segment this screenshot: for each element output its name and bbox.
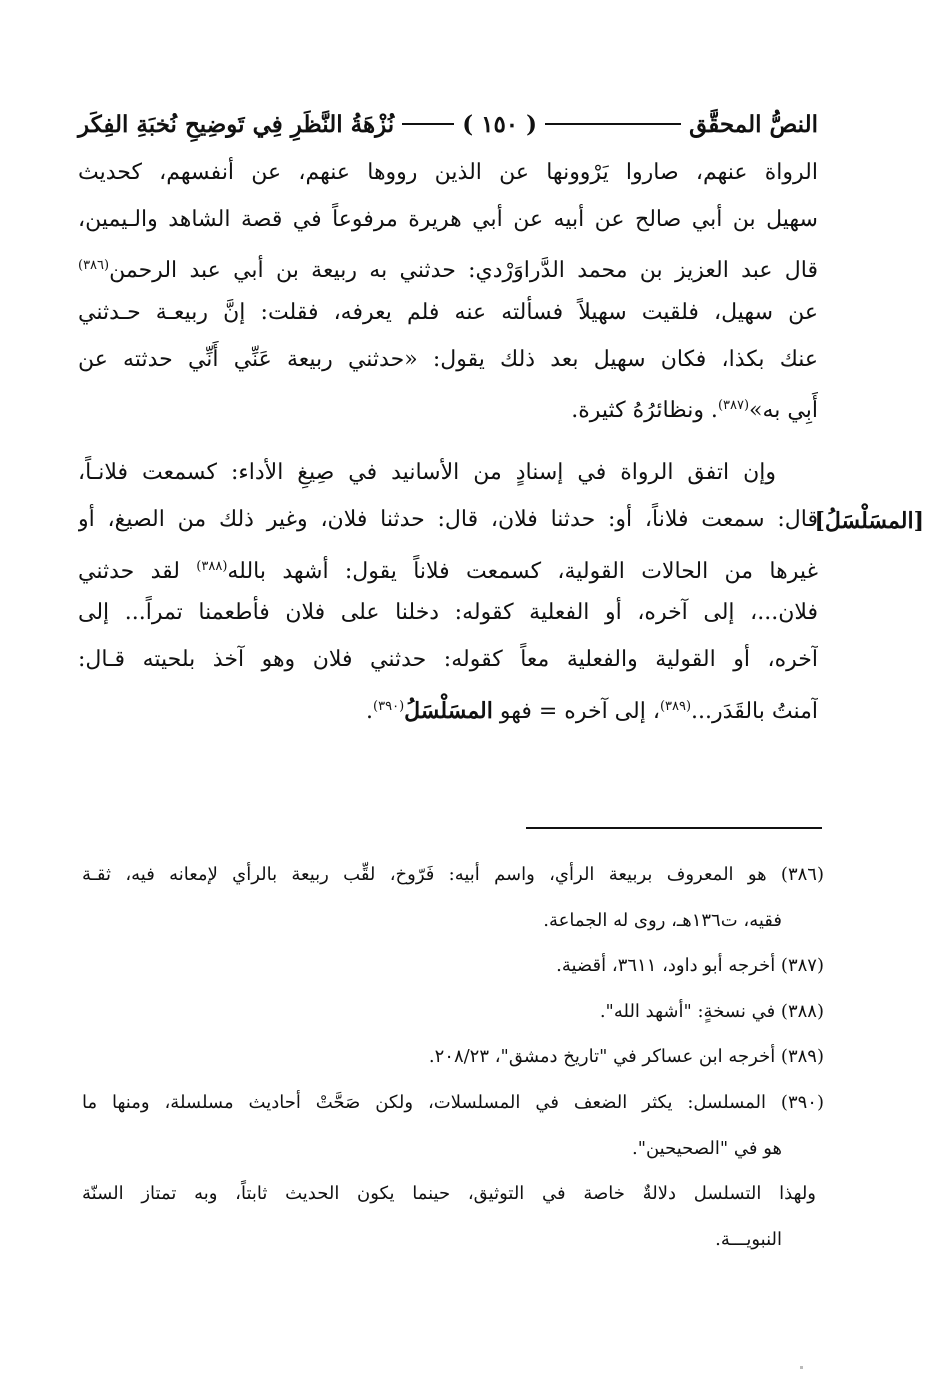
text-line-4: عن سهيل، فلقيت سهيلاً فسألته عنه فلم يعرفه، فقلت: إنَّ ربيعـة حـدثني <box>78 300 818 326</box>
text-line-2: سهيل بن أبي صالح عن أبيه عن أبي هريرة مرفوعاً في قصة الشاهد والـيمين، <box>78 206 818 232</box>
text-line-6 <box>78 383 818 430</box>
footnote-389: (٣٨٩) أخرجه ابن عساكر في "تاريخ دمشق"، ٢٠٨/٢٣. <box>428 1046 824 1068</box>
text-line-12-end: . <box>366 698 374 724</box>
text-line-3-body: قال عبد العزيز بن محمد الدَّراوَرْدي: حدثني به ربيعة بن أبي عبد الرحمن <box>109 258 818 284</box>
footnote-387: (٣٨٧) أخرجه أبو داود، ٣٦١١، أقضية. <box>556 955 824 977</box>
text-line-11: آخره، أو القولية والفعلية معاً كقوله: حدثني فلان وهو آخذ بلحيته قـال: <box>78 646 818 672</box>
page-number: ( ١٥٠ ) <box>462 110 538 138</box>
footnote-ref-389: (٣٨٩) <box>659 698 692 714</box>
text-line-8: قال: سمعت فلاناً، أو: حدثنا فلان، قال: حدثنا فلان، وغير ذلك من الصيغ، أو <box>78 506 818 532</box>
header-rule-right <box>545 123 681 125</box>
text-line-6-body: أَبِي به» <box>749 398 818 424</box>
text-line-12 <box>78 684 818 731</box>
footnote-386-cont: فقيه، ت١٣٦هـ، روى له الجماعة. <box>543 909 782 931</box>
scan-speck <box>800 1366 803 1369</box>
text-line-5: عنك بكذا، فكان سهيل بعد ذلك يقول: «حدثني ربيعة عَنِّي أَنِّي حدثته عن <box>78 346 818 372</box>
footnote-390: (٣٩٠) المسلسل: يكثر الضعف في المسلسلات، ولكن صَحَّتْ أحاديث مسلسلة، ومنها ما <box>82 1091 824 1113</box>
footnote-ref-390: (٣٩٠) <box>373 698 405 714</box>
footnote-390-note-cont: النبويـــة. <box>715 1228 782 1250</box>
footnote-390-cont: هو في "الصحيحين". <box>631 1137 782 1159</box>
footnotes <box>82 852 824 1262</box>
text-line-12-body: آمنتُ بالقَدَر... <box>691 698 818 724</box>
paragraph-gap <box>78 430 818 450</box>
footnote-388: (٣٨٨) في نسخةٍ: "أشهد الله". <box>599 1000 824 1022</box>
term-musalsal: المسَلْسَلُ <box>404 697 493 724</box>
running-header <box>78 104 818 144</box>
text-line-6-tail: . ونظائرُهُ كثيرة. <box>571 398 718 424</box>
text-line-12-mid: ، إلى آخره = فهو <box>492 698 660 724</box>
text-line-9 <box>78 544 818 591</box>
main-text <box>78 150 818 730</box>
text-line-3 <box>78 243 818 290</box>
footnote-ref-388: (٣٨٨) <box>196 558 228 574</box>
header-right-title: النصُّ المحقَّق <box>689 110 818 138</box>
margin-label: [المسَلْسَلُ] <box>814 508 924 534</box>
footnote-ref-387: (٣٨٧) <box>717 398 750 414</box>
text-line-10: فلان...، إلى آخره، أو الفعلية كقوله: دخلنا على فلان فأطعمنا تمراً... إلى <box>78 600 818 626</box>
text-line-7: وإن اتفق الرواة في إسنادٍ من الأسانيد في صِيغِ الأداء: كسمعت فلانـاً، <box>78 460 776 486</box>
header-rule-left <box>402 123 454 125</box>
footnote-386: (٣٨٦) هو المعروف بربيعة الرأي، واسم أبيه: فَرّوخ، لقِّب ربيعة بالرأي لإمعانه فيه، ثقـة <box>82 864 824 885</box>
text-line-1: الرواة عنهم، صاروا يَرْوونها عن الذين رووها عنهم، عن أنفسهم، كحديث <box>78 160 818 185</box>
footnote-ref-386: (٣٨٦) <box>78 258 110 274</box>
header-left-title: نُزْهَةُ النَّظَرِ فِي تَوضِيحِ نُخبَةِ الفِكَر <box>78 110 395 138</box>
text-line-9-body: غيرها من الحالات القولية، كسمعت فلاناً يقول: أشهد بالله <box>227 558 818 584</box>
footnote-390-note: ولهذا التسلسل دلالةٌ خاصة في التوثيق، حينما يكون الحديث ثابتاً، وبه تمتاز السنّة <box>82 1183 816 1205</box>
footnote-separator <box>526 827 822 829</box>
text-line-9-tail: لقد حدثني <box>78 558 197 584</box>
